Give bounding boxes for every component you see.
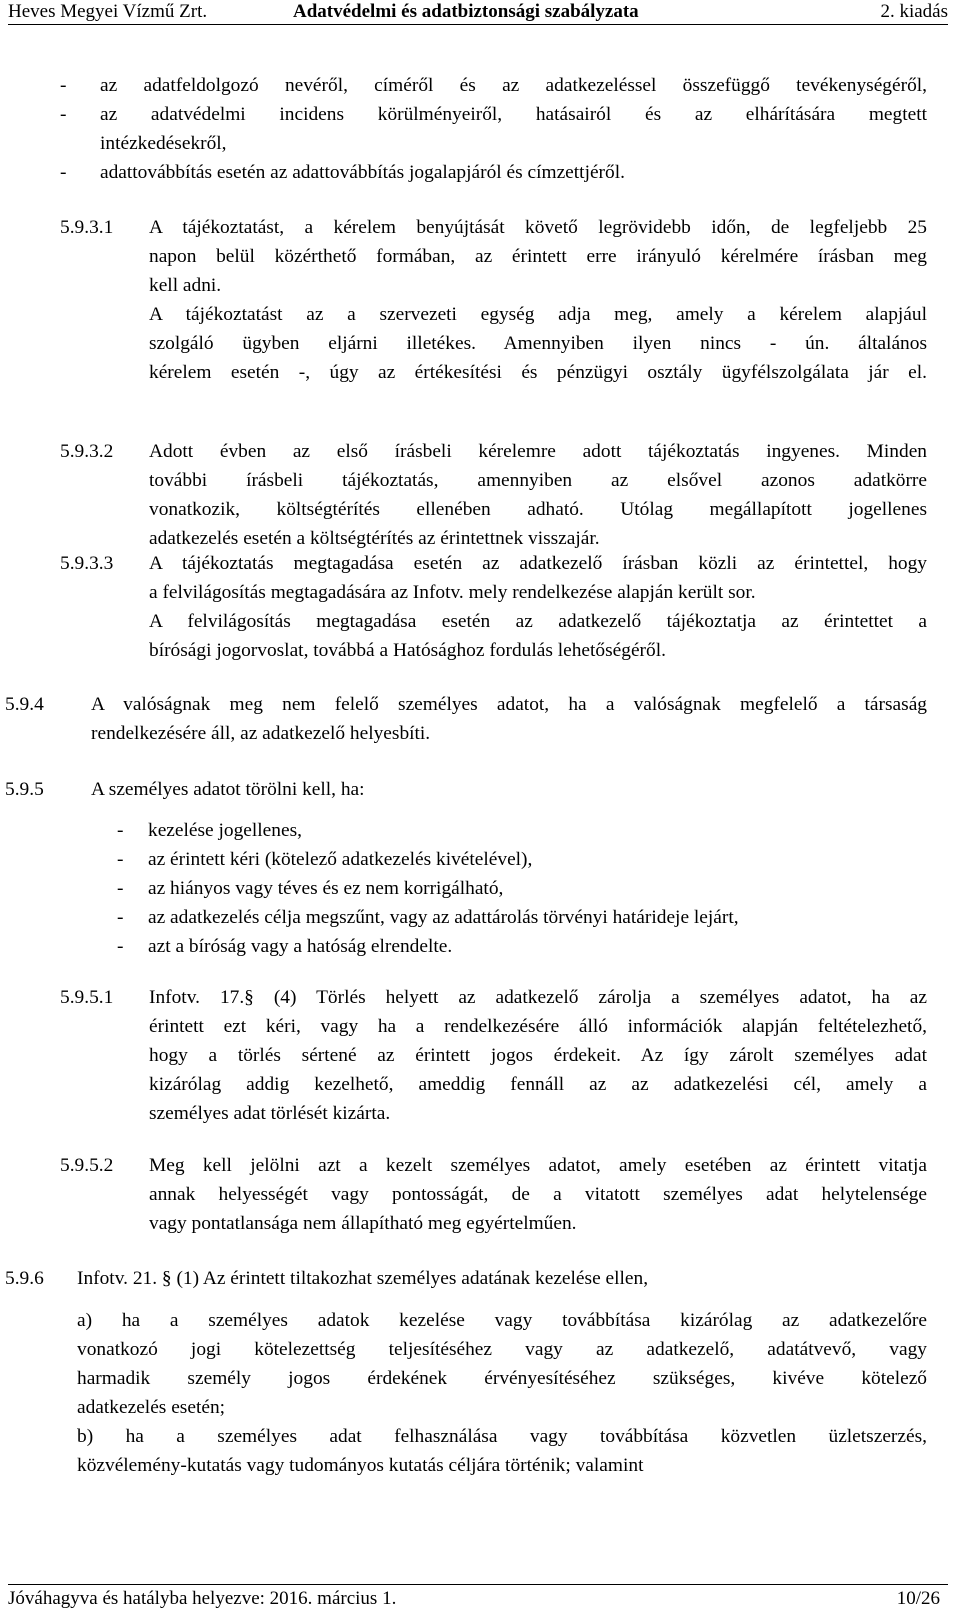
header-title: Adatvédelmi és adatbiztonsági szabályzata: [293, 1, 639, 22]
header-company: Heves Megyei Vízmű Zrt.: [8, 1, 208, 22]
section-intro: Infotv. 21. § (1) Az érintett tiltakozhat személyes adatának kezelése ellen,: [77, 1268, 649, 1289]
section-number: 5.9.3.1: [60, 217, 114, 238]
section-5-9-5-1: 5.9.5.1 Infotv. 17.§ (4) Törlés helyett az adatkezelő zárolja a személyes adatot, ha az érintett ezt kéri, vagy ha a rendelkezésére álló információk alapján feltételezhető, hogy a törlés sértené az érintett jogos érdekeit. Az így zárolt személyes adat kizárólag addig kezelhető, ameddig fennáll az az adatkezelési cél, amely a személyes adat törlését kizárta.: [60, 983, 927, 1128]
section-5-9-5: [5, 775, 927, 804]
section-number: 5.9.3.3: [60, 553, 114, 574]
section-number: 5.9.6: [5, 1268, 44, 1289]
page-footer: [8, 1584, 948, 1612]
list-item: - adattovábbítás esetén az adattovábbítás jogalapjáról és címzettjéről.: [60, 162, 625, 183]
list-item: - az hiányos vagy téves és ez nem korrigálható,: [117, 878, 504, 899]
section-number: 5.9.5.1: [60, 987, 114, 1008]
list-item: - az adatvédelmi incidens körülményeiről, hatásairól és az elhárítására megtett intézkedésekről,: [60, 104, 927, 154]
section-5-9-4: 5.9.4 A valóságnak meg nem felelő személyes adatot, ha a valóságnak megfelelő a társaság rendelkezésére áll, az adatkezelő helyesbíti.: [5, 690, 927, 748]
section-5-9-3-1: 5.9.3.1 A tájékoztatást, a kérelem benyújtását követő legrövidebb időn, de legfeljebb 25 napon belül közérthető formában, az érintett erre irányuló kérelmére írásban meg kell adni. A tájékoztatást az a szervezeti egység adja meg, amely a kérelem alapjául szolgáló ügyben eljárni illetékes. Amennyiben ilyen nincs - ún. általános kérelem esetén -, úgy az értékesítési és pénzügyi osztály ügyfélszolgálata jár el.: [60, 213, 927, 387]
clause-a: a) ha a személyes adatok kezelése vagy továbbítása kizárólag az adatkezelőre vonatkozó jogi kötelezettség teljesítéséhez vagy az adatkezelő, adatátvevő, vagy harmadik személy jogos érdekének érvényesítéséhez szükséges, kivéve kötelező adatkezelés esetén;: [77, 1310, 927, 1418]
header-edition: 2. kiadás: [880, 1, 948, 22]
section-5-9-3-3: 5.9.3.3 A tájékoztatás megtagadása esetén az adatkezelő írásban közli az érintettel, hogy a felvilágosítás megtagadására az Infotv. mely rendelkezése alapján került sor. A felvilágosítás megtagadása esetén az adatkezelő tájékoztatja az érintettet a bírósági jogorvoslat, továbbá a Hatósághoz fordulás lehetőségéről.: [60, 549, 927, 665]
section-5-9-6: [5, 1264, 927, 1293]
list-item: - az adatkezelés célja megszűnt, vagy az adattárolás törvényi határideje lejárt,: [117, 907, 739, 928]
section-number: 5.9.4: [5, 694, 44, 715]
objection-clauses: [77, 1306, 927, 1480]
page-header: [8, 0, 948, 25]
section-intro: A személyes adatot törölni kell, ha:: [91, 779, 365, 800]
top-dash-list: [60, 71, 927, 187]
clause-b: b) ha a személyes adat felhasználása vagy továbbítása közvetlen üzletszerzés, közvélemény-kutatás vagy tudományos kutatás céljára történik; valamint: [77, 1426, 927, 1476]
list-item: - azt a bíróság vagy a hatóság elrendelte.: [117, 936, 453, 957]
section-number: 5.9.5.2: [60, 1155, 114, 1176]
deletion-conditions-list: [117, 816, 927, 961]
list-item: - az adatfeldolgozó nevéről, címéről és az adatkezeléssel összefüggő tevékenységéről,: [60, 75, 927, 96]
list-item: - az érintett kéri (kötelező adatkezelés kivételével),: [117, 849, 533, 870]
list-item: - kezelése jogellenes,: [117, 820, 302, 841]
section-number: 5.9.5: [5, 779, 44, 800]
section-number: 5.9.3.2: [60, 441, 114, 462]
section-5-9-5-2: 5.9.5.2 Meg kell jelölni azt a kezelt személyes adatot, amely esetében az érintett vitatja annak helyességét vagy pontosságát, de a vitatott személyes adat helytelensége vagy pontatlansága nem állapítható meg egyértelműen.: [60, 1151, 927, 1238]
section-5-9-3-2: 5.9.3.2 Adott évben az első írásbeli kérelemre adott tájékoztatás ingyenes. Minden további írásbeli tájékoztatás, amennyiben az elsővel azonos adatkörre vonatkozik, költségtérítés ellenében adható. Utólag megállapított jogellenes adatkezelés esetén a költségtérítés az érintettnek visszajár.: [60, 437, 927, 553]
page-number: 10/26: [896, 1588, 940, 1609]
footer-approval: Jóváhagyva és hatályba helyezve: 2016. március 1.: [8, 1588, 397, 1609]
